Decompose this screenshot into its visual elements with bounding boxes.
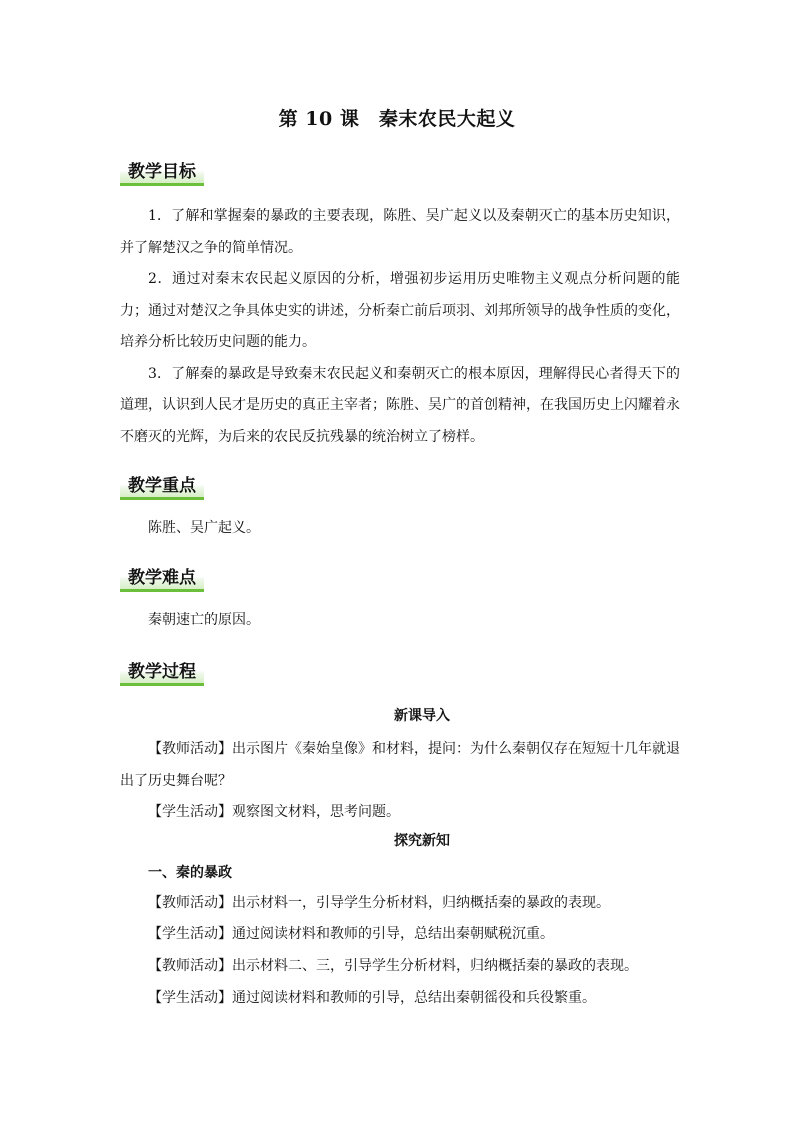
- activity-line-2: 【学生活动】通过阅读材料和教师的引导，总结出秦朝赋税沉重。: [148, 926, 554, 942]
- activity-line-4: 【学生活动】通过阅读材料和教师的引导，总结出秦朝徭役和兵役繁重。: [148, 990, 596, 1006]
- subheading-qin-tyranny: 一、秦的暴政: [148, 865, 232, 881]
- section-heading-goals: 教学目标: [120, 160, 204, 186]
- page-title: 第 10 课 秦末农民大起义: [278, 108, 516, 130]
- difficulties-text: 秦朝速亡的原因。: [148, 612, 260, 628]
- intro-block: [120, 734, 680, 829]
- section-heading-key-points: 教学重点: [120, 474, 204, 500]
- intro-teacher-activity: 【教师活动】出示图片《秦始皇像》和材料，提问：为什么秦朝仅存在短短十几年就退出了历史舞台呢？: [120, 741, 680, 789]
- key-points-text: 陈胜、吴广起义。: [148, 520, 260, 536]
- explore-heading: 探究新知: [394, 833, 450, 849]
- section-heading-process: 教学过程: [120, 660, 204, 686]
- section-heading-difficulties: 教学难点: [120, 566, 204, 592]
- activity-line-1: 【教师活动】出示材料一，引导学生分析材料，归纳概括秦的暴政的表现。: [148, 895, 610, 911]
- goal-item-3: 3．了解秦的暴政是导致秦末农民起义和秦朝灭亡的根本原因，理解得民心者得天下的道理，认识到人民才是历史的真正主宰者；陈胜、吴广的首创精神，在我国历史上闪耀着永不磨灭的光辉，为后来的农民反抗残暴的统治树立了榜样。: [120, 365, 680, 445]
- goals-list: [120, 201, 680, 453]
- goal-item-1: 1．了解和掌握秦的暴政的主要表现，陈胜、吴广起义以及秦朝灭亡的基本历史知识，并了解楚汉之争的简单情况。: [120, 208, 680, 256]
- intro-heading: 新课导入: [394, 708, 450, 724]
- goal-item-2: 2．通过对秦末农民起义原因的分析，增强初步运用历史唯物主义观点分析问题的能力；通过对楚汉之争具体史实的讲述，分析秦亡前后项羽、刘邦所领导的战争性质的变化，培养分析比较历史问题的能力。: [120, 271, 680, 350]
- activity-line-3: 【教师活动】出示材料二、三，引导学生分析材料，归纳概括秦的暴政的表现。: [148, 958, 638, 974]
- intro-student-activity: 【学生活动】观察图文材料，思考问题。: [148, 804, 400, 820]
